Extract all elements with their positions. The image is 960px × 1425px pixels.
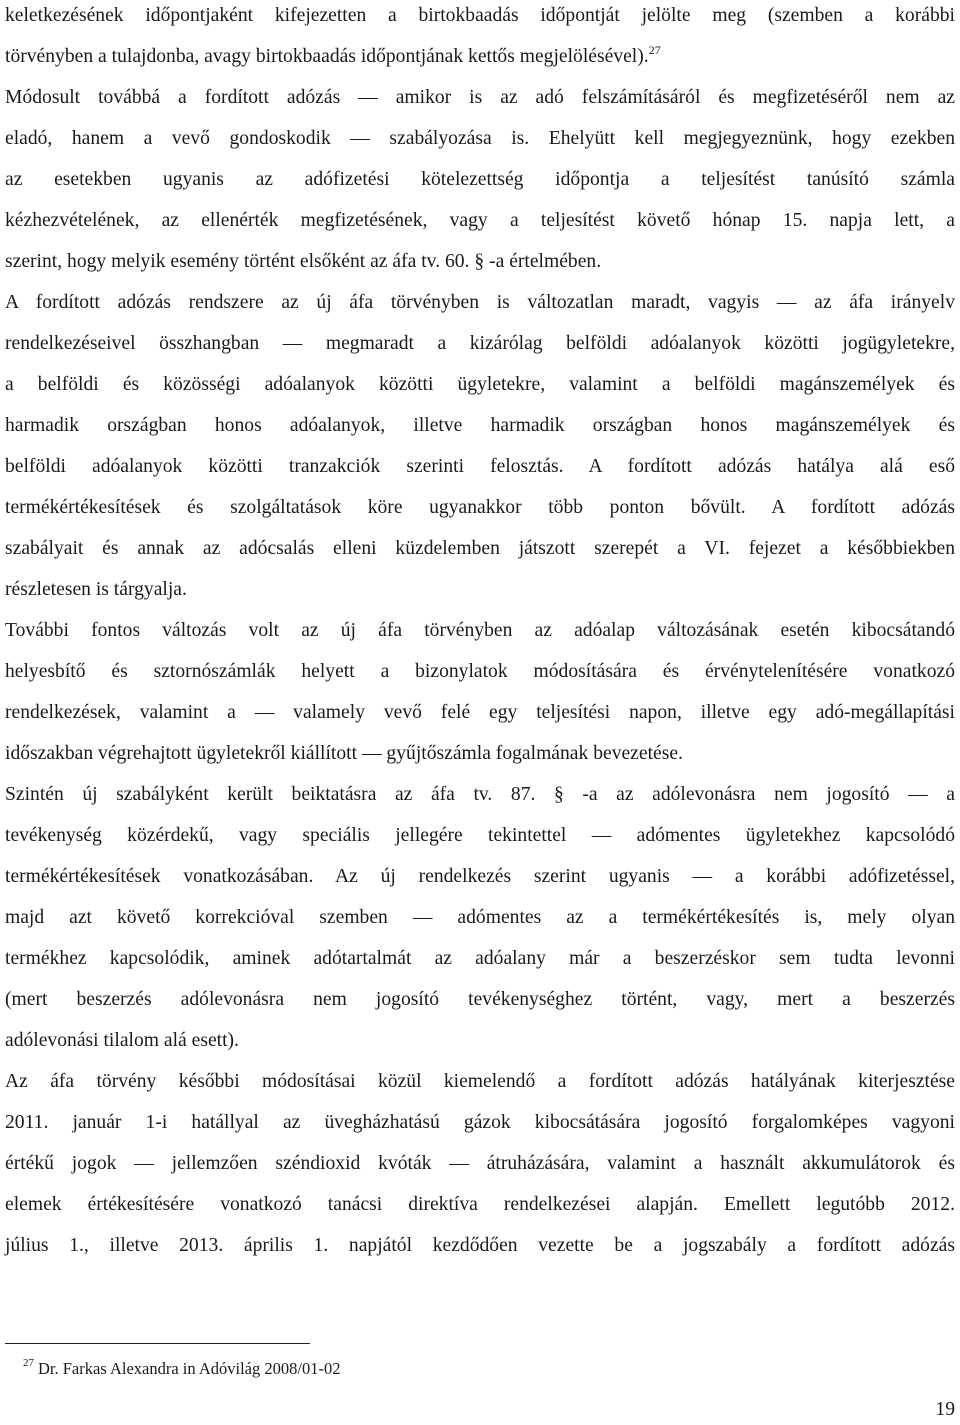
text-line: termékértékesítések és szolgáltatások köre ugyanakkor több ponton bővült. A fordított adózás bbox=[5, 497, 955, 518]
text-line: 2011. január 1-i hatállyal az üvegházhatású gázok kibocsátására jogosító forgalomképes vagyoni bbox=[5, 1112, 955, 1133]
text-line: rendelkezések, valamint a — valamely vevő felé egy teljesítési napon, illetve egy adó-megállapítási bbox=[5, 702, 955, 723]
text-line: termékértékesítések vonatkozásában. Az új rendelkezés szerint ugyanis — a korábbi adófizetéssel, bbox=[5, 866, 955, 887]
text-line: Szintén új szabályként került beiktatásra az áfa tv. 87. § -a az adólevonásra nem jogosító — a bbox=[5, 784, 955, 805]
text-line: tevékenység közérdekű, vagy speciális jellegére tekintettel — adómentes ügyletekhez kapcsolódó bbox=[5, 825, 955, 846]
text-line: A fordított adózás rendszere az új áfa törvényben is változatlan maradt, vagyis — az áfa irányelv bbox=[5, 292, 955, 313]
footnote-reference[interactable]: 27 bbox=[648, 43, 661, 57]
text-line-with-footnote-ref bbox=[5, 45, 955, 69]
text-line: szabályait és annak az adócsalás elleni küzdelemben játszott szerepét a VI. fejezet a későbbiekben bbox=[5, 538, 955, 559]
text-line: az esetekben ugyanis az adófizetési kötelezettség időpontja a teljesítést tanúsító számla bbox=[5, 169, 955, 190]
text-line: Módosult továbbá a fordított adózás — amikor is az adó felszámításáról és megfizetéséről nem az bbox=[5, 87, 955, 108]
text-line: értékű jogok — jellemzően széndioxid kvóták — átruházására, valamint a használt akkumulátorok és bbox=[5, 1153, 955, 1174]
text-line: kézhezvételének, az ellenérték megfizetésének, vagy a teljesítést követő hónap 15. napja lett, a bbox=[5, 210, 955, 231]
footnote-text: Dr. Farkas Alexandra in Adóvilág 2008/01-02 bbox=[38, 1359, 341, 1378]
text-line: adólevonási tilalom alá esett). bbox=[5, 1030, 239, 1051]
text-line: harmadik országban honos adóalanyok, illetve harmadik országban honos magánszemélyek és bbox=[5, 415, 955, 436]
text-line: részletesen is tárgyalja. bbox=[5, 579, 187, 600]
text-line: elemek értékesítésére vonatkozó tanácsi direktíva rendelkezései alapján. Emellett legutóbb 2012. bbox=[5, 1194, 955, 1215]
text-line: rendelkezéseivel összhangban — megmaradt a kizárólag belföldi adóalanyok közötti jogügyletekre, bbox=[5, 333, 955, 354]
text-line-content: törvényben a tulajdonba, avagy birtokbaadás időpontjának kettős megjelölésével). bbox=[5, 46, 649, 67]
text-line: majd azt követő korrekcióval szemben — adómentes az a termékértékesítés is, mely olyan bbox=[5, 907, 955, 928]
footnote-divider bbox=[5, 1343, 310, 1344]
page-number: 19 bbox=[935, 1399, 955, 1420]
text-line: július 1., illetve 2013. április 1. napjától kezdődően vezette be a jogszabály a fordított adózás bbox=[5, 1235, 955, 1256]
text-line: a belföldi és közösségi adóalanyok közötti ügyletekre, valamint a belföldi magánszemélyek és bbox=[5, 374, 955, 395]
text-line: Az áfa törvény későbbi módosításai közül kiemelendő a fordított adózás hatályának kiterjesztése bbox=[5, 1071, 955, 1092]
text-line: belföldi adóalanyok közötti tranzakciók szerinti felosztás. A fordított adózás hatálya alá eső bbox=[5, 456, 955, 477]
footnote bbox=[23, 1358, 340, 1380]
text-line: időszakban végrehajtott ügyletekről kiállított — gyűjtőszámla fogalmának bevezetése. bbox=[5, 743, 683, 764]
footnote-number: 27 bbox=[23, 1357, 34, 1369]
text-line: szerint, hogy melyik esemény történt elsőként az áfa tv. 60. § -a értelmében. bbox=[5, 251, 602, 272]
text-line: keletkezésének időpontjaként kifejezetten a birtokbaadás időpontját jelölte meg (szemben a korábbi bbox=[5, 5, 955, 26]
text-line: helyesbítő és sztornószámlák helyett a bizonylatok módosítására és érvénytelenítésére vonatkozó bbox=[5, 661, 955, 682]
text-line: eladó, hanem a vevő gondoskodik — szabályozása is. Ehelyütt kell megjegyeznünk, hogy ezekben bbox=[5, 128, 955, 149]
text-line: (mert beszerzés adólevonásra nem jogosító tevékenységhez történt, vagy, mert a beszerzés bbox=[5, 989, 955, 1010]
text-line: További fontos változás volt az új áfa törvényben az adóalap változásának esetén kibocsátandó bbox=[5, 620, 955, 641]
text-line: termékhez kapcsolódik, aminek adótartalmát az adóalany már a beszerzéskor sem tudta levonni bbox=[5, 948, 955, 969]
